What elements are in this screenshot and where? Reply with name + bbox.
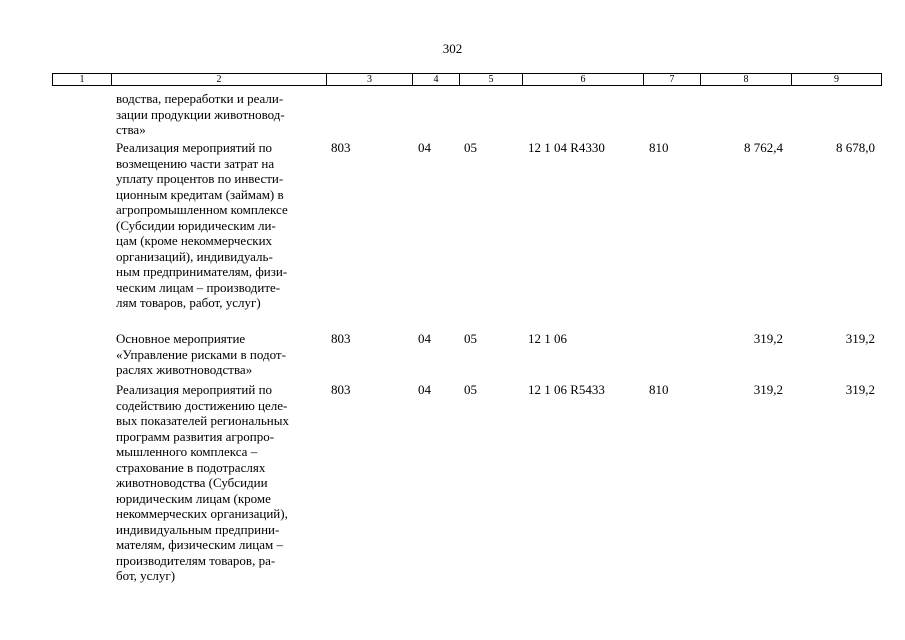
description-line: вых показателей региональных [116,413,289,428]
cell-amount-col9: 319,2 [845,331,875,346]
description-line: зации продукции животновод- [116,106,285,122]
description-line: возмещению части затрат на [116,155,275,171]
description-line: мателям, физическим лицам – [116,537,283,552]
cell-ministry-code: 803 [331,140,351,155]
description-line: мышленного комплекса – [116,444,258,459]
cell-expense-type: 810 [649,382,669,397]
description-line: бот, услуг) [116,568,176,583]
header-col-7: 7 [644,74,701,86]
cell-expense-type: 810 [649,140,669,155]
description-line: раслях животноводства» [116,362,253,377]
header-col-3: 3 [327,74,413,86]
cell-subsection: 05 [464,382,477,397]
cell-section: 04 [418,382,431,397]
description-line: уплату процентов по инвести- [116,171,284,186]
cell-ministry-code: 803 [331,382,351,397]
cell-amount-col8: 319,2 [753,331,783,346]
row-description [116,331,330,378]
description-line: цам (кроме некоммерческих [116,233,273,248]
description-line: организаций), индивидуаль- [116,248,273,264]
description-line: ным предпринимателям, физи- [116,264,288,279]
description-line: юридическим лицам (кроме [116,490,271,506]
description-line: содействию достижению целе- [116,397,288,413]
description-line: производителям товаров, ра- [116,552,276,568]
description-line: индивидуальным предприни- [116,521,280,537]
row-description [116,91,330,138]
header-col-5: 5 [460,74,523,86]
header-col-4: 4 [413,74,460,86]
page-number: 302 [442,41,463,56]
description-line: Реализация мероприятий по [116,140,273,155]
description-line: страхование в подотраслях [116,459,266,475]
cell-amount-col9: 8 678,0 [836,140,875,155]
cell-amount-col8: 8 762,4 [744,140,783,155]
cell-target-article: 12 1 04 R4330 [528,140,605,155]
description-line: ства» [116,122,146,137]
cell-target-article: 12 1 06 R5433 [528,382,605,397]
description-line: ционным кредитам (займам) в [116,186,284,202]
cell-subsection: 05 [464,140,477,155]
header-col-6: 6 [523,74,644,86]
cell-subsection: 05 [464,331,477,346]
cell-amount-col8: 319,2 [753,382,783,397]
description-line: программ развития агропро- [116,428,275,444]
cell-section: 04 [418,331,431,346]
header-col-2: 2 [112,74,327,86]
description-line: (Субсидии юридическим ли- [116,217,276,233]
description-line: «Управление рисками в подот- [116,346,286,362]
header-col-9: 9 [792,74,882,86]
description-line: лям товаров, работ, услуг) [116,295,261,310]
description-line: водства, переработки и реали- [116,91,284,106]
cell-ministry-code: 803 [331,331,351,346]
cell-amount-col9: 319,2 [845,382,875,397]
cell-section: 04 [418,140,431,155]
header-col-8: 8 [701,74,792,86]
description-line: ческим лицам – производите- [116,279,281,295]
description-line: Реализация мероприятий по [116,382,273,397]
column-number-header [52,73,882,86]
row-description [116,382,330,584]
description-line: агропромышленном комплексе [116,202,288,217]
description-line: некоммерческих организаций), [116,506,288,521]
row-description [116,140,330,311]
description-line: Основное мероприятие [116,331,246,346]
description-line: животноводства (Субсидии [116,475,268,490]
cell-target-article: 12 1 06 [528,331,567,346]
header-col-1: 1 [53,74,112,86]
